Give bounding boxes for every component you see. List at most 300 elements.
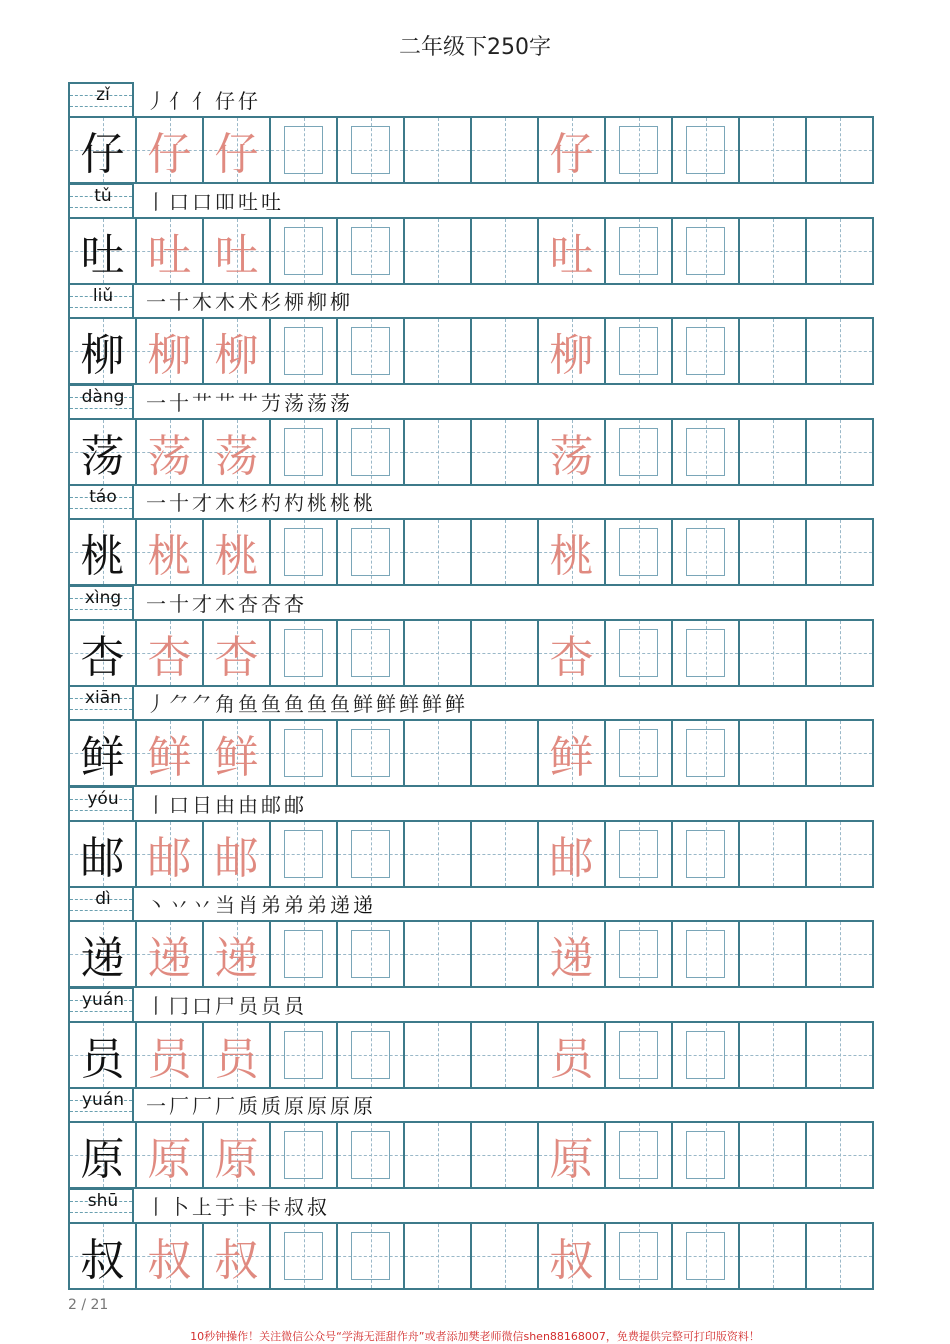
character-entry xyxy=(68,1087,874,1188)
stroke-order xyxy=(146,85,258,115)
practice-cell[interactable] xyxy=(269,822,336,886)
stroke-step: 吐 xyxy=(238,189,258,214)
guide-line xyxy=(438,1123,439,1187)
trace-character: 叔 xyxy=(214,1234,259,1286)
stroke-step: 十 xyxy=(169,290,189,314)
practice-cell[interactable] xyxy=(470,922,537,986)
stroke-step: 鱼 xyxy=(261,692,281,716)
trace-char-cell[interactable] xyxy=(202,922,269,986)
practice-cell[interactable] xyxy=(805,219,872,283)
practice-cell[interactable] xyxy=(805,420,872,484)
inner-frame xyxy=(619,1232,658,1280)
practice-cell[interactable] xyxy=(269,621,336,685)
stroke-step: 丿 xyxy=(146,692,166,716)
practice-cell[interactable] xyxy=(604,520,671,584)
stroke-step: 柳 xyxy=(330,290,350,314)
practice-cell[interactable] xyxy=(805,721,872,785)
practice-cell[interactable] xyxy=(336,1023,403,1087)
trace-char-cell[interactable] xyxy=(135,219,202,283)
pinyin-text: yóu xyxy=(87,788,119,809)
stroke-step: 木 xyxy=(215,290,235,314)
practice-cell[interactable] xyxy=(403,1224,470,1288)
practice-cell[interactable] xyxy=(805,922,872,986)
trace-char-cell[interactable] xyxy=(202,420,269,484)
practice-cell[interactable] xyxy=(269,319,336,383)
trace-character: 柳 xyxy=(549,330,594,381)
inner-frame xyxy=(619,428,658,476)
trace-char-cell[interactable] xyxy=(135,420,202,484)
pinyin-text: tǔ xyxy=(94,185,112,206)
trace-character: 吐 xyxy=(214,229,259,281)
practice-cell[interactable] xyxy=(403,721,470,785)
practice-cell[interactable] xyxy=(403,922,470,986)
guide-line xyxy=(505,219,506,283)
model-character: 递 xyxy=(80,933,125,984)
writing-grid-row xyxy=(68,820,874,888)
guide-line xyxy=(840,1224,841,1288)
trace-char-cell[interactable] xyxy=(202,520,269,584)
practice-cell[interactable] xyxy=(604,1023,671,1087)
practice-cell[interactable] xyxy=(470,219,537,283)
practice-cell[interactable] xyxy=(805,520,872,584)
practice-cell[interactable] xyxy=(604,822,671,886)
character-entry xyxy=(68,886,874,987)
practice-cell[interactable] xyxy=(269,420,336,484)
practice-cell[interactable] xyxy=(671,621,738,685)
practice-cell[interactable] xyxy=(805,822,872,886)
pinyin-text: yuán xyxy=(81,989,125,1010)
trace-character: 邮 xyxy=(147,832,192,884)
character-entry xyxy=(68,1188,874,1289)
pinyin-row xyxy=(68,585,874,619)
stroke-step: 才 xyxy=(192,591,212,616)
stroke-step: 杉 xyxy=(238,491,258,515)
model-character: 荡 xyxy=(80,430,125,482)
page-title: 二年级下250字 xyxy=(399,35,551,60)
stroke-step: 鱼 xyxy=(307,692,327,716)
practice-cell[interactable] xyxy=(805,1224,872,1288)
practice-cell[interactable] xyxy=(470,1224,537,1288)
trace-char-cell[interactable] xyxy=(135,118,202,182)
practice-cell[interactable] xyxy=(805,1023,872,1087)
guide-line xyxy=(505,319,506,383)
guide-line xyxy=(840,621,841,685)
model-character: 原 xyxy=(80,1134,125,1185)
practice-cell[interactable] xyxy=(470,420,537,484)
trace-char-cell[interactable] xyxy=(537,1023,604,1087)
practice-cell[interactable] xyxy=(403,219,470,283)
stroke-step: 当 xyxy=(215,893,235,917)
practice-cell[interactable] xyxy=(336,118,403,182)
stroke-step: 卡 xyxy=(238,1194,258,1219)
practice-cell[interactable] xyxy=(671,822,738,886)
stroke-order xyxy=(146,1090,373,1120)
practice-cell[interactable] xyxy=(269,520,336,584)
trace-char-cell[interactable] xyxy=(202,1023,269,1087)
practice-cell[interactable] xyxy=(336,1123,403,1187)
stroke-step: 弟 xyxy=(284,893,304,917)
model-char-cell xyxy=(70,922,135,986)
stroke-step: 吅 xyxy=(215,189,235,214)
stroke-step: 仔 xyxy=(238,89,258,113)
pinyin-row xyxy=(68,987,874,1021)
inner-frame xyxy=(351,428,390,476)
pinyin-box xyxy=(68,886,134,920)
practice-cell[interactable] xyxy=(738,420,805,484)
practice-cell[interactable] xyxy=(671,520,738,584)
stroke-step: 口 xyxy=(192,993,212,1018)
pinyin-row xyxy=(68,786,874,820)
inner-frame xyxy=(351,629,390,677)
practice-cell[interactable] xyxy=(738,822,805,886)
practice-cell[interactable] xyxy=(269,1023,336,1087)
trace-char-cell[interactable] xyxy=(135,1023,202,1087)
stroke-step: 亻 xyxy=(169,89,189,113)
guide-line xyxy=(438,1224,439,1288)
pinyin-row xyxy=(68,82,874,116)
stroke-order xyxy=(146,1191,327,1221)
guide-line xyxy=(840,1123,841,1187)
pinyin-box xyxy=(68,987,134,1021)
trace-char-cell[interactable] xyxy=(202,319,269,383)
practice-cell[interactable] xyxy=(671,922,738,986)
practice-cell[interactable] xyxy=(738,219,805,283)
model-character: 仔 xyxy=(80,129,125,180)
practice-cell[interactable] xyxy=(671,219,738,283)
practice-cell[interactable] xyxy=(336,822,403,886)
stroke-step: 木 xyxy=(192,290,212,314)
practice-cell[interactable] xyxy=(269,219,336,283)
practice-cell[interactable] xyxy=(738,1123,805,1187)
stroke-step: 一 xyxy=(146,390,166,415)
practice-cell[interactable] xyxy=(604,922,671,986)
character-entry xyxy=(68,685,874,786)
trace-character: 鲜 xyxy=(147,732,192,783)
trace-char-cell[interactable] xyxy=(537,420,604,484)
pinyin-row xyxy=(68,183,874,217)
practice-cell[interactable] xyxy=(470,1023,537,1087)
practice-cell[interactable] xyxy=(805,621,872,685)
practice-cell[interactable] xyxy=(269,118,336,182)
trace-char-cell[interactable] xyxy=(537,520,604,584)
practice-cell[interactable] xyxy=(738,520,805,584)
practice-cell[interactable] xyxy=(470,520,537,584)
model-character: 柳 xyxy=(80,330,125,381)
practice-cell[interactable] xyxy=(671,1023,738,1087)
practice-cell[interactable] xyxy=(805,1123,872,1187)
stroke-step: 鱼 xyxy=(238,692,258,716)
guide-line xyxy=(840,822,841,886)
practice-cell[interactable] xyxy=(403,319,470,383)
trace-char-cell[interactable] xyxy=(135,319,202,383)
practice-cell[interactable] xyxy=(403,1123,470,1187)
trace-char-cell[interactable] xyxy=(135,520,202,584)
inner-frame xyxy=(284,629,323,677)
practice-cell[interactable] xyxy=(604,118,671,182)
trace-character: 原 xyxy=(147,1134,192,1185)
stroke-step: 桺 xyxy=(284,290,304,314)
stroke-order xyxy=(146,387,350,417)
trace-char-cell[interactable] xyxy=(135,1224,202,1288)
practice-cell[interactable] xyxy=(470,822,537,886)
stroke-step: 杏 xyxy=(261,591,281,616)
practice-cell[interactable] xyxy=(604,621,671,685)
trace-char-cell[interactable] xyxy=(202,1123,269,1187)
inner-frame xyxy=(619,830,658,878)
trace-character: 鲜 xyxy=(214,732,259,783)
inner-frame xyxy=(619,930,658,978)
model-char-cell xyxy=(70,420,135,484)
practice-cell[interactable] xyxy=(336,420,403,484)
guide-line xyxy=(840,118,841,182)
trace-char-cell[interactable] xyxy=(537,621,604,685)
trace-char-cell[interactable] xyxy=(537,1224,604,1288)
pinyin-text: táo xyxy=(89,487,117,507)
trace-character: 仔 xyxy=(214,129,259,180)
character-entry xyxy=(68,82,874,183)
model-character: 邮 xyxy=(80,832,125,884)
guide-line xyxy=(438,520,439,584)
practice-cell[interactable] xyxy=(336,922,403,986)
practice-cell[interactable] xyxy=(671,721,738,785)
trace-character: 荡 xyxy=(549,430,594,482)
practice-cell[interactable] xyxy=(604,1224,671,1288)
trace-char-cell[interactable] xyxy=(537,1123,604,1187)
pinyin-box xyxy=(68,283,134,317)
practice-cell[interactable] xyxy=(738,922,805,986)
trace-char-cell[interactable] xyxy=(537,319,604,383)
guide-line xyxy=(438,1023,439,1087)
stroke-step: 日 xyxy=(192,792,212,817)
stroke-step: 弟 xyxy=(307,893,327,917)
writing-grid-row xyxy=(68,1021,874,1089)
practice-cell[interactable] xyxy=(805,319,872,383)
trace-char-cell[interactable] xyxy=(537,118,604,182)
practice-cell[interactable] xyxy=(604,1123,671,1187)
model-char-cell xyxy=(70,520,135,584)
practice-cell[interactable] xyxy=(738,319,805,383)
practice-cell[interactable] xyxy=(738,621,805,685)
pinyin-box xyxy=(68,1087,134,1121)
stroke-step: 杏 xyxy=(284,591,304,616)
trace-char-cell[interactable] xyxy=(135,1123,202,1187)
stroke-step: 木 xyxy=(215,491,235,515)
inner-frame xyxy=(351,126,390,174)
guide-line xyxy=(773,1123,774,1187)
stroke-step: 口 xyxy=(192,189,212,214)
trace-character: 荡 xyxy=(214,430,259,482)
stroke-step: 厂 xyxy=(169,1094,189,1118)
guide-line xyxy=(505,822,506,886)
stroke-step: 口 xyxy=(169,189,189,214)
inner-frame xyxy=(284,830,323,878)
practice-cell[interactable] xyxy=(336,319,403,383)
practice-cell[interactable] xyxy=(336,621,403,685)
stroke-step: 冂 xyxy=(169,993,189,1018)
stroke-step: 质 xyxy=(261,1094,281,1118)
practice-cell[interactable] xyxy=(403,520,470,584)
inner-frame xyxy=(686,428,725,476)
practice-cell[interactable] xyxy=(738,1023,805,1087)
stroke-step: 鲜 xyxy=(376,692,396,716)
trace-char-cell[interactable] xyxy=(202,721,269,785)
stroke-step: 荡 xyxy=(307,390,327,415)
practice-cell[interactable] xyxy=(269,922,336,986)
trace-char-cell[interactable] xyxy=(202,219,269,283)
trace-char-cell[interactable] xyxy=(537,721,604,785)
model-char-cell xyxy=(70,721,135,785)
practice-cell[interactable] xyxy=(336,219,403,283)
character-entry xyxy=(68,283,874,384)
practice-cell[interactable] xyxy=(403,420,470,484)
stroke-order xyxy=(146,487,373,517)
stroke-step: 由 xyxy=(238,792,258,817)
stroke-step: 十 xyxy=(169,390,189,415)
stroke-step: 一 xyxy=(146,1094,166,1118)
practice-cell[interactable] xyxy=(604,721,671,785)
stroke-order xyxy=(146,588,304,618)
inner-frame xyxy=(686,1031,725,1079)
page-indicator: 2 / 21 xyxy=(68,1297,109,1313)
practice-cell[interactable] xyxy=(671,1224,738,1288)
inner-frame xyxy=(351,327,390,375)
practice-cell[interactable] xyxy=(470,621,537,685)
practice-cell[interactable] xyxy=(738,721,805,785)
practice-cell[interactable] xyxy=(269,1123,336,1187)
practice-cell[interactable] xyxy=(269,1224,336,1288)
trace-character: 杏 xyxy=(147,631,192,683)
practice-cell[interactable] xyxy=(604,420,671,484)
inner-frame xyxy=(619,1131,658,1179)
stroke-order xyxy=(146,186,281,216)
character-entry xyxy=(68,484,874,585)
pinyin-text: shū xyxy=(87,1190,119,1211)
stroke-step: 质 xyxy=(238,1094,258,1118)
stroke-step: ⺈ xyxy=(192,692,212,716)
trace-char-cell[interactable] xyxy=(537,219,604,283)
inner-frame xyxy=(351,1232,390,1280)
guide-line xyxy=(840,219,841,283)
model-character: 鲜 xyxy=(80,732,125,783)
practice-cell[interactable] xyxy=(671,319,738,383)
inner-frame xyxy=(686,327,725,375)
practice-cell[interactable] xyxy=(738,118,805,182)
stroke-step: 原 xyxy=(307,1094,327,1118)
trace-character: 递 xyxy=(147,933,192,984)
stroke-step: 桃 xyxy=(307,491,327,515)
stroke-step: 厂 xyxy=(215,1094,235,1118)
guide-line xyxy=(438,420,439,484)
model-char-cell xyxy=(70,1224,135,1288)
guide-line xyxy=(773,219,774,283)
practice-cell[interactable] xyxy=(269,721,336,785)
guide-line xyxy=(773,1224,774,1288)
inner-frame xyxy=(686,629,725,677)
practice-cell[interactable] xyxy=(470,118,537,182)
guide-line xyxy=(438,721,439,785)
practice-cell[interactable] xyxy=(604,219,671,283)
stroke-step: 原 xyxy=(353,1094,373,1118)
pinyin-row xyxy=(68,283,874,317)
practice-cell[interactable] xyxy=(336,1224,403,1288)
stroke-order xyxy=(146,286,350,316)
stroke-step: 鲜 xyxy=(422,692,442,716)
stroke-step: 鱼 xyxy=(330,692,350,716)
practice-sheet xyxy=(68,82,874,1288)
stroke-step: 卜 xyxy=(169,1194,189,1219)
trace-char-cell[interactable] xyxy=(537,822,604,886)
trace-char-cell[interactable] xyxy=(135,922,202,986)
trace-char-cell[interactable] xyxy=(135,822,202,886)
practice-cell[interactable] xyxy=(604,319,671,383)
practice-cell[interactable] xyxy=(403,118,470,182)
writing-grid-row xyxy=(68,418,874,486)
practice-cell[interactable] xyxy=(805,118,872,182)
practice-cell[interactable] xyxy=(671,118,738,182)
pinyin-row xyxy=(68,1087,874,1121)
guide-line xyxy=(438,219,439,283)
guide-line xyxy=(773,1023,774,1087)
inner-frame xyxy=(686,1232,725,1280)
trace-char-cell[interactable] xyxy=(202,822,269,886)
practice-cell[interactable] xyxy=(470,1123,537,1187)
guide-line xyxy=(840,1023,841,1087)
practice-cell[interactable] xyxy=(336,520,403,584)
practice-cell[interactable] xyxy=(336,721,403,785)
trace-char-cell[interactable] xyxy=(135,721,202,785)
inner-frame xyxy=(619,528,658,576)
stroke-step: 杓 xyxy=(261,491,281,515)
inner-frame xyxy=(351,227,390,275)
writing-grid-row xyxy=(68,920,874,988)
trace-character: 员 xyxy=(147,1033,192,1085)
trace-char-cell[interactable] xyxy=(202,621,269,685)
stroke-order xyxy=(146,688,465,718)
trace-char-cell[interactable] xyxy=(537,922,604,986)
model-character: 桃 xyxy=(80,531,125,582)
inner-frame xyxy=(619,1031,658,1079)
practice-cell[interactable] xyxy=(470,721,537,785)
stroke-step: 木 xyxy=(215,591,235,616)
inner-frame xyxy=(284,1232,323,1280)
trace-char-cell[interactable] xyxy=(202,1224,269,1288)
practice-cell[interactable] xyxy=(403,621,470,685)
practice-cell[interactable] xyxy=(671,420,738,484)
stroke-step: 丨 xyxy=(146,189,166,214)
writing-grid-row xyxy=(68,317,874,385)
stroke-step: 角 xyxy=(215,692,235,716)
trace-character: 员 xyxy=(214,1033,259,1085)
practice-cell[interactable] xyxy=(671,1123,738,1187)
trace-character: 桃 xyxy=(147,531,192,582)
stroke-step: 丶 xyxy=(146,893,166,917)
practice-cell[interactable] xyxy=(470,319,537,383)
practice-cell[interactable] xyxy=(738,1224,805,1288)
pinyin-text: zǐ xyxy=(96,85,110,105)
guide-line xyxy=(840,721,841,785)
model-char-cell xyxy=(70,1123,135,1187)
practice-cell[interactable] xyxy=(403,1023,470,1087)
character-entry xyxy=(68,585,874,686)
inner-frame xyxy=(284,930,323,978)
guide-line xyxy=(773,822,774,886)
practice-cell[interactable] xyxy=(403,822,470,886)
stroke-step: 叔 xyxy=(307,1194,327,1219)
model-character: 杏 xyxy=(80,631,125,683)
trace-char-cell[interactable] xyxy=(135,621,202,685)
trace-char-cell[interactable] xyxy=(202,118,269,182)
pinyin-text: liǔ xyxy=(92,286,114,306)
